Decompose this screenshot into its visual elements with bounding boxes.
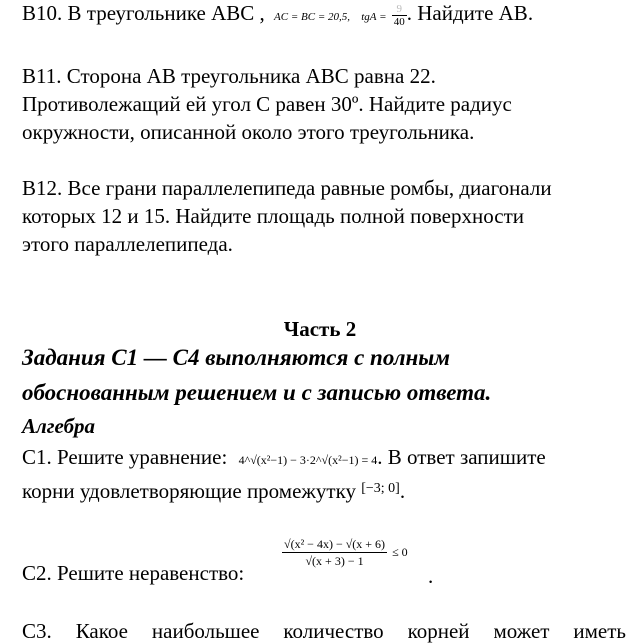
b10-numerator: 9 — [392, 3, 407, 16]
c1-suffix: . В ответ запишите — [377, 445, 546, 469]
c2-line — [22, 560, 244, 586]
b11-line1: В11. Сторона АВ треугольника АВС равна 22. — [22, 64, 436, 88]
part2-title: Часть 2 — [283, 317, 357, 341]
section-algebra: Алгебра — [22, 414, 96, 438]
b10-prefix: В10. В треугольнике АВС , — [22, 1, 265, 25]
b10-denominator: 40 — [393, 15, 405, 28]
c1-line2-text: корни удовлетворяющие промежутку — [22, 479, 356, 503]
c2-fraction — [282, 536, 387, 569]
c2-denominator: √(x + 3) − 1 — [305, 554, 364, 568]
c1-line2 — [22, 476, 405, 504]
c2-inequality — [282, 536, 408, 569]
b11-line3: окружности, описанной около этого треугольника. — [22, 120, 475, 144]
b12-line2: которых 12 и 15. Найдите площадь полной поверхности — [22, 204, 524, 228]
b10-suffix: . Найдите АВ. — [406, 1, 534, 25]
b10-tg: tgA = — [361, 11, 387, 23]
c3-line1: С3. Какое наибольшее количество корней может иметь — [22, 619, 626, 643]
c2-prefix: С2. Решите неравенство: — [22, 561, 245, 585]
part2-subtitle-line1: Задания С1 — С4 выполняются с полным — [22, 345, 451, 370]
b12-line1: В12. Все грани параллелепипеда равные ромбы, диагонали — [22, 176, 552, 200]
b11-line2: Противолежащий ей угол С равен 30º. Найдите радиус — [22, 92, 512, 116]
c1-equation: 4^√(x²−1) − 3·2^√(x²−1) = 4 — [238, 453, 378, 467]
task-b10 — [22, 0, 533, 30]
c2-relation: ≤ 0 — [392, 545, 408, 559]
c1-interval: [−3; 0] — [361, 481, 400, 496]
b10-condition: AC = BC = 20,5, — [274, 11, 350, 23]
part2-subtitle-line2: обоснованным решением и с записью ответа. — [22, 380, 492, 405]
b10-fraction — [392, 3, 407, 28]
c1-prefix: С1. Решите уравнение: — [22, 445, 228, 469]
c1-end: . — [399, 479, 406, 503]
c1-line1 — [22, 444, 546, 473]
c2-end: . — [428, 564, 434, 588]
c2-numerator: √(x² − 4x) − √(x + 6) — [284, 537, 386, 551]
b12-line3: этого параллелепипеда. — [22, 232, 233, 256]
